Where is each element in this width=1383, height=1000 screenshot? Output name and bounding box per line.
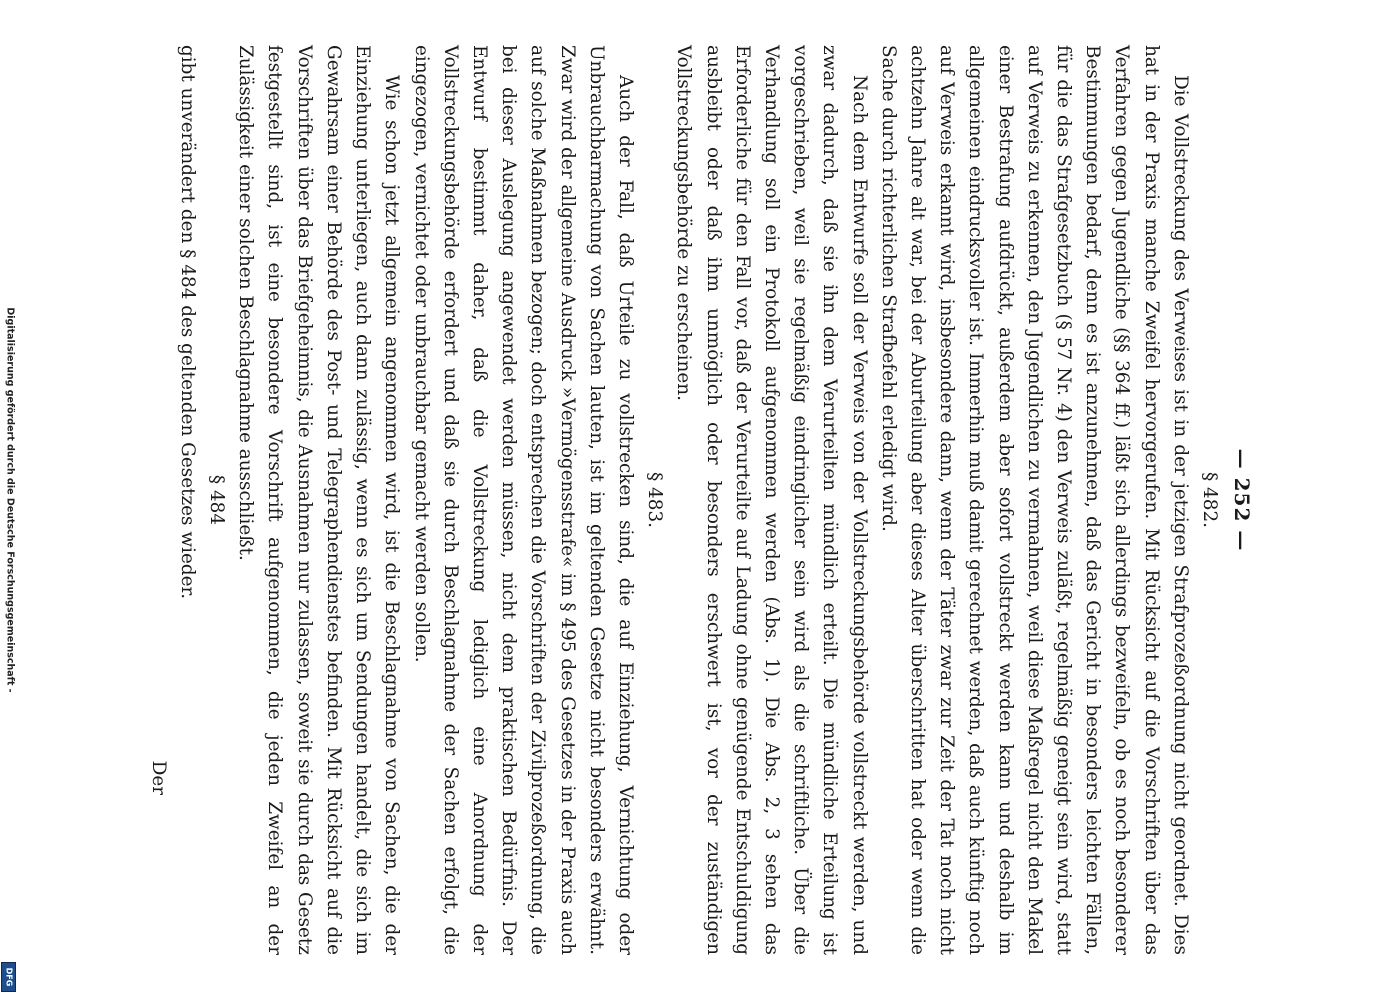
digitization-credit-text: Digitalisierung gefördert durch die Deutsche Forschungsgemeinschaft - [4,307,16,693]
paragraph: Nach dem Entwurfe soll der Verweis von der Vollstreckungsbehörde vollstreckt werden, und zwar dadurch, daß sie ihn dem Verurteilten mündlich erteilt. Die mündliche Erteilung ist vorgeschrieben, weil sie regelmäßig eindringlicher sein wird als die schriftliche. Über die Verhandlung soll ein Protokoll aufgenommen werden (Abs. 1). Die Abs. 2, 3 sehen das Erforderliche für den Fall vor, daß der Verurteilte auf Ladung ohne genügende Entschuldigung ausbleibt oder daß ihm unmöglich oder besonders erschwert ist, vor der zuständigen Vollstreckungsbehörde zu erscheinen. [673,45,870,955]
paragraph: gibt unverändert den § 484 des geltenden Gesetzes wieder. [176,45,198,600]
paragraph: Auch der Fall, daß Urteile zu vollstrecken sind, die auf Einziehung, Vernichtung oder Unbrauchbarmachung von Sachen lauten, ist im geltenden Gesetze nicht besonders erwähnt. Zwar wird der allgemeine Ausdruck »Vermögensstrafe« im § 495 des Gesetzes in der Praxis auch auf solche Maßnahmen bezogen; doch entsprechen die Vorschriften der Zivilprozeßordnung, die bei dieser Auslegung angewendet werden müssen, nicht dem praktischen Bedürfnis. Der Entwurf bestimmt daher, daß die Vollstreckung lediglich eine Anordnung der Vollstreckungsbehörde erfordert und daß sie durch Beschlagnahme der Sachen erfolgt, die eingezogen, vernichtet oder unbrauchbar gemacht werden sollen. [410,45,636,955]
digitization-credit [2,0,18,1000]
dfg-logo-text: DFG [4,967,13,987]
section-heading: § 483. [644,472,666,528]
section-482 [669,45,1224,955]
section-483 [231,45,669,955]
section-heading: § 482. [1199,472,1220,528]
paragraph: Wie schon jetzt allgemein angenommen wird, ist die Beschlagnahme von Sachen, die der Einziehung unterliegen, auch dann zulässig, wenn es sich um Sendungen handelt, die sich im Gewahrsam einer Behörde des Post- und Telegraphendienstes befinden. Mit Rücksicht auf die Vorschriften über das Briefgeheimnis, die Ausnahmen nur zulassen, soweit sie durch das Gesetz festgestellt sind, ist eine besondere Vorschrift aufgenommen, die jeden Zweifel an der Zulässigkeit einer solchen Beschlagnahme ausschließt. [235,45,403,955]
document-page [140,0,1270,1000]
section-484 [173,45,231,955]
catchword: Der [147,760,169,795]
page-number: — 252 — [1230,448,1254,552]
section-heading: § 484 [206,474,228,526]
dfg-logo [1,962,16,992]
paragraph: Die Vollstreckung des Verweises ist in der jetzigen Strafprozeßordnung nicht geordnet. Dies hat in der Praxis manche Zweifel hervorgerufen. Mit Rücksicht auf die Vorschriften über das Verfahren gegen Jugendliche (§§ 364 ff.) läßt sich allerdings bezweifeln, ob es noch besonderer Bestimmungen bedarf, denn es ist anzunehmen, daß das Gericht in besonders leichten Fällen, für die das Strafgesetzbuch (§ 57 Nr. 4) den Verweis zuläßt, regelmäßig geneigt sein wird, statt auf Verweis zu erkennen, den Jugendlichen zu vermahnen, weil diese Maßregel nicht den Makel einer Bestrafung aufdrückt, außerdem aber sofort vollstreckt werden kann und deshalb im allgemeinen eindrucksvoller ist. Immerhin muß damit gerechnet werden, daß auch künftig noch auf Verweis erkannt wird, insbesondere dann, wenn der Täter zwar zur Zeit der Tat noch nicht achtzehn Jahre alt war, bei der Aburteilung aber dieses Alter überschritten hat oder wenn die Sache durch richterlichen Strafbefehl erledigt wird. [877,45,1191,955]
